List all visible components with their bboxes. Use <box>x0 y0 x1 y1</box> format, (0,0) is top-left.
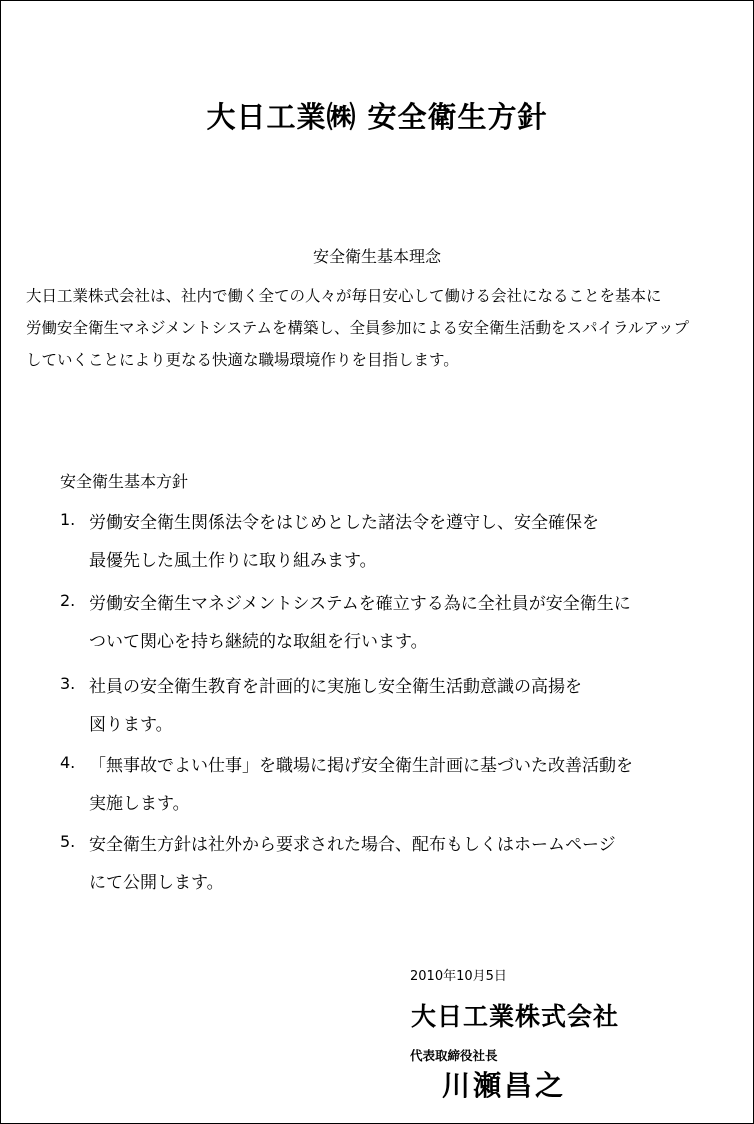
policy-item-line: 「無事故でよい仕事」を職場に掲げ安全衛生計画に基づいた改善活動を <box>89 756 633 776</box>
policy-item-number: 2. <box>60 591 76 610</box>
policy-item-line: 最優先した風土作りに取り組みます。 <box>89 551 377 571</box>
principle-heading: 安全衛生基本理念 <box>312 247 441 266</box>
principle-line: していくことにより更なる快適な職場環境作りを目指します。 <box>26 351 459 369</box>
policy-item-number: 3. <box>60 674 76 693</box>
policy-item-number: 5. <box>60 832 76 851</box>
policy-item-line: にて公開します。 <box>89 873 224 893</box>
policy-item-line: ついて関心を持ち継続的な取組を行います。 <box>89 632 428 652</box>
signature-company: 大日工業株式会社 <box>411 1002 620 1031</box>
policy-item-number: 1. <box>60 510 76 529</box>
document-title: 大日工業㈱ 安全衛生方針 <box>206 100 548 134</box>
policy-item-line: 労働安全衛生関係法令をはじめとした諸法令を遵守し、安全確保を <box>89 513 599 533</box>
policy-item-line: 図ります。 <box>89 715 173 735</box>
policy-item-line: 社員の安全衛生教育を計画的に実施し安全衛生活動意識の高揚を <box>89 677 582 697</box>
policy-item-line: 安全衛生方針は社外から要求された場合、配布もしくはホームページ <box>89 835 616 855</box>
policy-item-line: 実施します。 <box>89 794 190 814</box>
principle-line: 大日工業株式会社は、社内で働く全ての人々が毎日安心して働ける会社になることを基本に <box>26 287 662 305</box>
policy-item-line: 労働安全衛生マネジメントシステムを確立する為に全社員が安全衛生に <box>89 594 631 614</box>
policy-item-number: 4. <box>60 753 76 772</box>
signature-rep-name: 川瀬昌之 <box>442 1069 567 1102</box>
policy-heading: 安全衛生基本方針 <box>60 472 189 491</box>
signature-rep-title: 代表取締役社長 <box>410 1048 498 1063</box>
signature-date: 2010年10月5日 <box>410 969 507 984</box>
principle-line: 労働安全衛生マネジメントシステムを構築し、全員参加による安全衛生活動をスパイラルアップ <box>26 319 689 337</box>
